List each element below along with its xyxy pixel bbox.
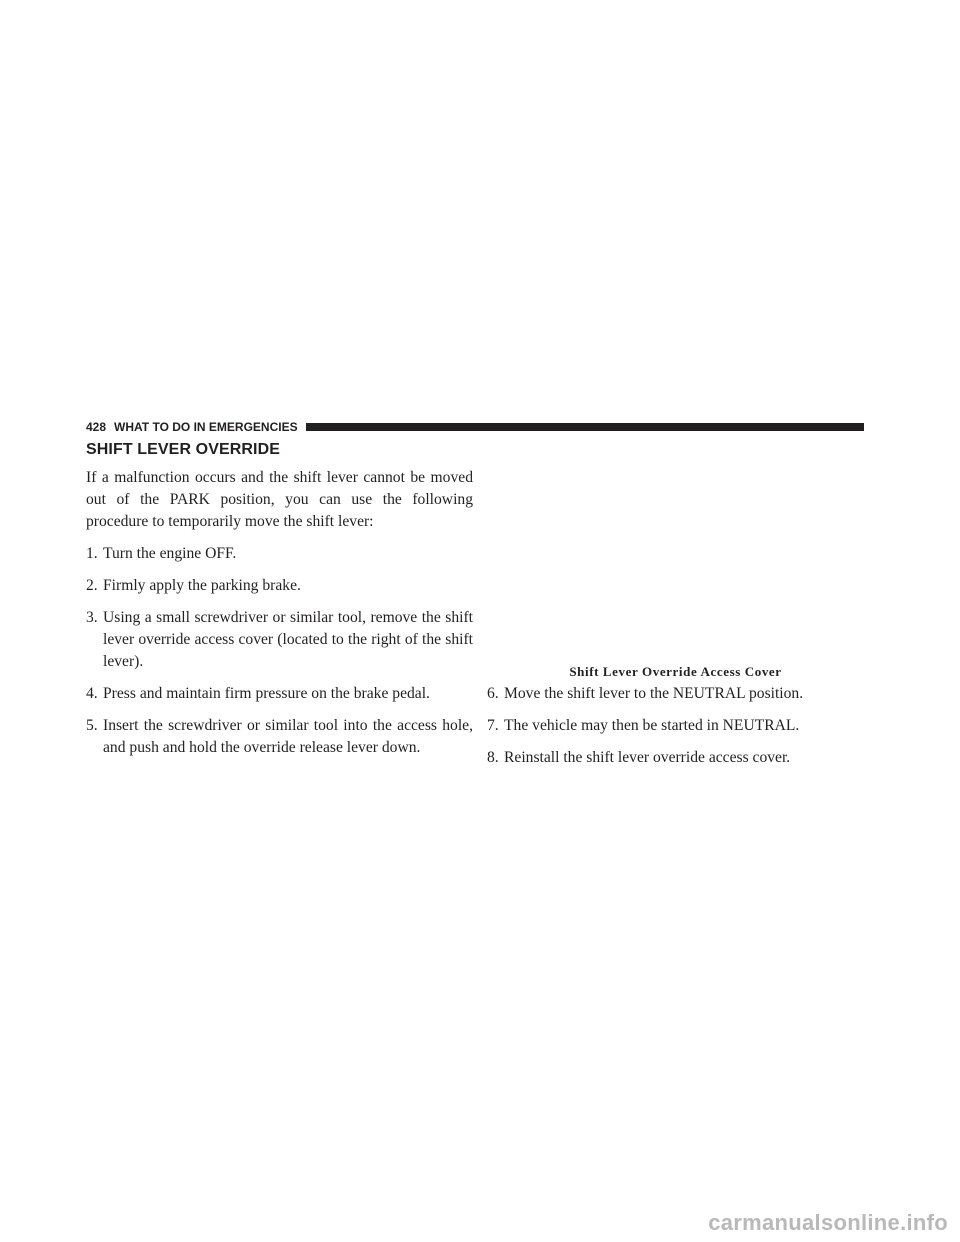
- watermark: carmanualsonline.info: [708, 1210, 948, 1235]
- step-item: [86, 683, 473, 705]
- figure-image: [487, 467, 864, 659]
- step-number: 7.: [487, 717, 499, 734]
- step-text: Move the shift lever to the NEUTRAL position.: [504, 685, 804, 702]
- header-rule: [306, 423, 864, 431]
- section-name: WHAT TO DO IN EMERGENCIES: [114, 420, 298, 434]
- step-text: Reinstall the shift lever override access cover.: [504, 749, 791, 766]
- right-column: [487, 683, 877, 779]
- step-item: [86, 575, 473, 597]
- step-number: 4.: [86, 685, 98, 702]
- step-item: [487, 683, 877, 705]
- intro-paragraph: If a malfunction occurs and the shift lever cannot be moved out of the PARK position, you can use the following procedure to temporarily move the shift lever:: [86, 469, 473, 530]
- step-item: [487, 747, 877, 769]
- page-header: [86, 418, 864, 436]
- step-text: Insert the screwdriver or similar tool into the access hole, and push and hold the override release lever down.: [103, 717, 473, 756]
- left-column: [86, 467, 473, 769]
- step-item: [86, 715, 473, 759]
- step-number: 1.: [86, 545, 98, 562]
- step-number: 6.: [487, 685, 499, 702]
- step-number: 5.: [86, 717, 98, 734]
- step-text: Using a small screwdriver or similar tool, remove the shift lever override access cover (located to the right of the shift lever).: [103, 609, 473, 670]
- step-text: Firmly apply the parking brake.: [103, 577, 301, 594]
- step-item: [86, 543, 473, 565]
- step-text: Turn the engine OFF.: [103, 545, 237, 562]
- step-number: 3.: [86, 609, 98, 626]
- step-number: 2.: [86, 577, 98, 594]
- step-item: [487, 715, 877, 737]
- step-text: Press and maintain firm pressure on the brake pedal.: [103, 685, 430, 702]
- figure-caption: Shift Lever Override Access Cover: [569, 664, 782, 679]
- step-item: [86, 607, 473, 673]
- section-title: SHIFT LEVER OVERRIDE: [86, 441, 281, 458]
- page-number: 428: [86, 420, 107, 434]
- step-text: The vehicle may then be started in NEUTRAL.: [504, 717, 800, 734]
- step-number: 8.: [487, 749, 499, 766]
